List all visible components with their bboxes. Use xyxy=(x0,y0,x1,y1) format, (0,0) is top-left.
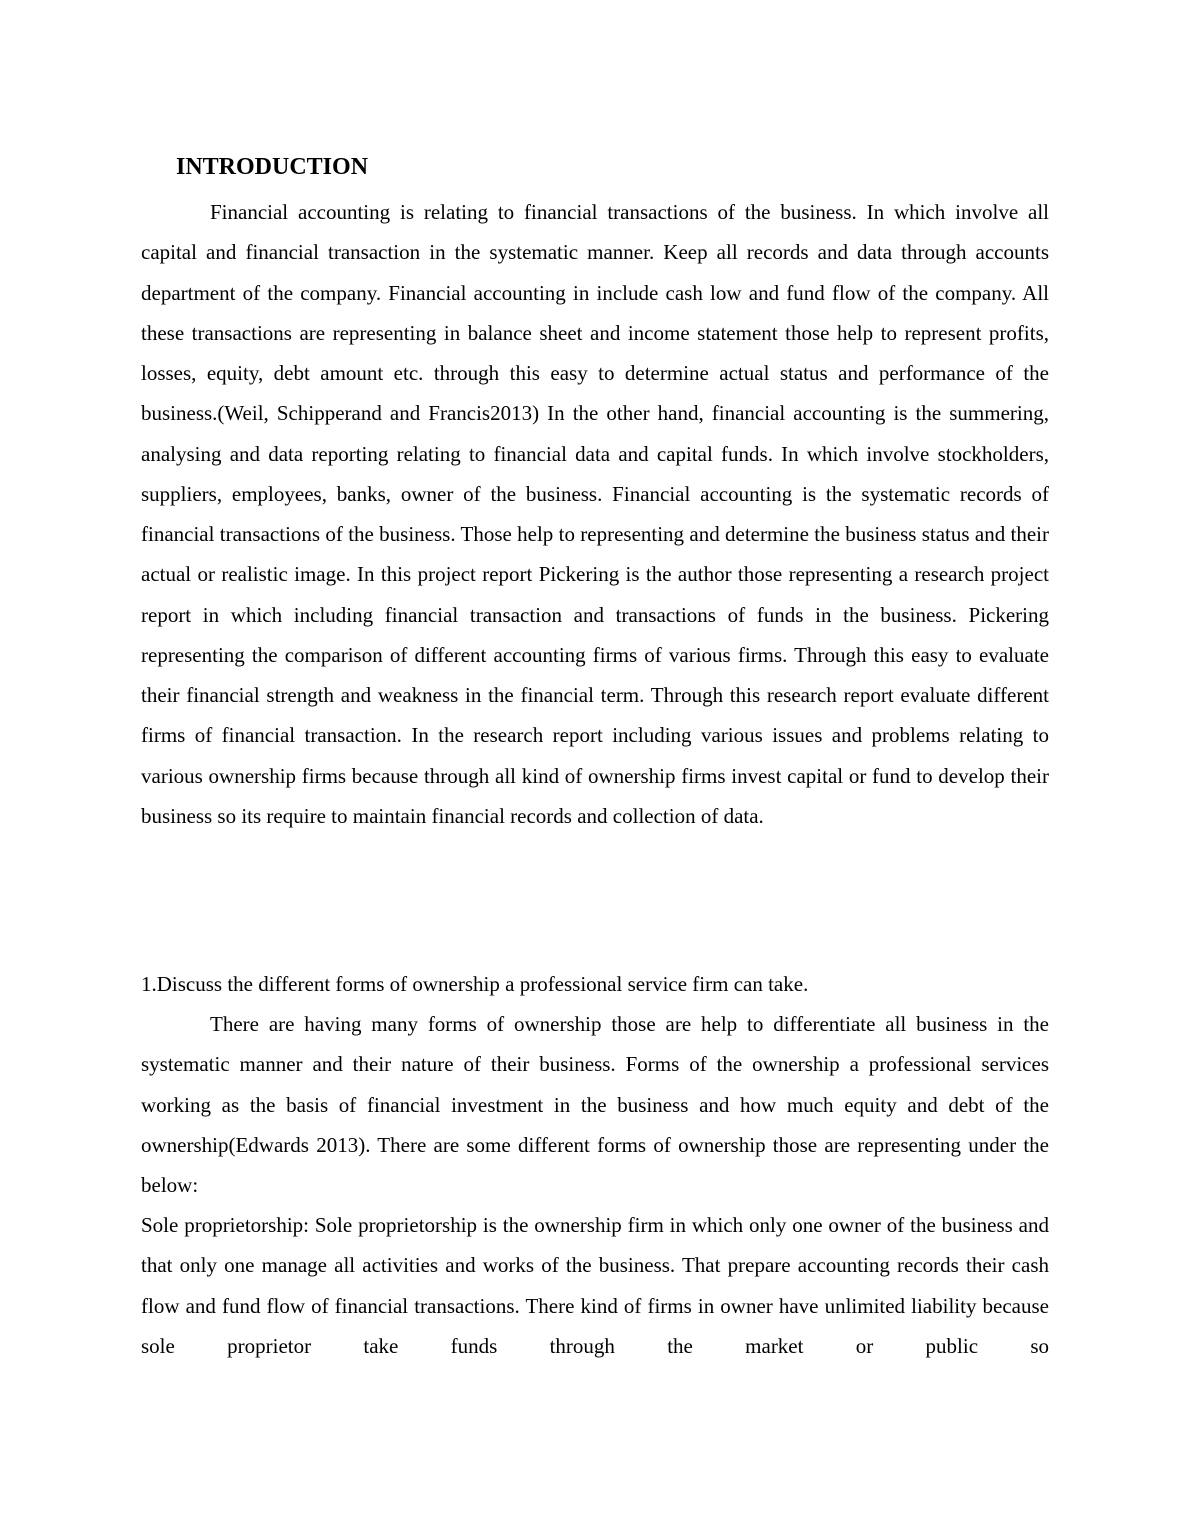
section-heading-introduction: INTRODUCTION xyxy=(176,154,369,180)
sole-proprietorship-paragraph: Sole proprietorship: Sole proprietorship is the ownership firm in which only one owner of the business and that only one manage all activities and works of the business. That prepare accounting records their cash flow and fund flow of financial transactions. There kind of firms in owner have unlimited liability because sole proprietor take funds through the market or public so xyxy=(141,1213,1049,1358)
intro-paragraph: Financial accounting is relating to financial transactions of the business. In which involve all capital and financial transaction in the systematic manner. Keep all records and data through accounts department of the company. Financial accounting in include cash low and fund flow of the company. All these transactions are representing in balance sheet and income statement those help to represent profits, losses, equity, debt amount etc. through this easy to determine actual status and performance of the business.(Weil, Schipperand and Francis2013) In the other hand, financial accounting is the summering, analysing and data reporting relating to financial data and capital funds. In which involve stockholders, suppliers, employees, banks, owner of the business. Financial accounting is the systematic records of financial transactions of the business. Those help to representing and determine the business status and their actual or realistic image. In this project report Pickering is the author those representing a research project report in which including financial transaction and transactions of funds in the business. Pickering representing the comparison of different accounting firms of various firms. Through this easy to evaluate their financial strength and weakness in the financial term. Through this research report evaluate different firms of financial transaction. In the research report including various issues and problems relating to various ownership firms because through all kind of ownership firms invest capital or fund to develop their business so its require to maintain financial records and collection of data. xyxy=(141,200,1049,828)
question-heading: 1.Discuss the different forms of ownership a professional service firm can take. xyxy=(141,972,809,996)
ownership-paragraph: There are having many forms of ownership those are help to differentiate all business in the systematic manner and their nature of their business. Forms of the ownership a professional services working as the basis of financial investment in the business and how much equity and debt of the ownership(Edwards 2013). There are some different forms of ownership those are representing under the below: xyxy=(141,1012,1049,1197)
